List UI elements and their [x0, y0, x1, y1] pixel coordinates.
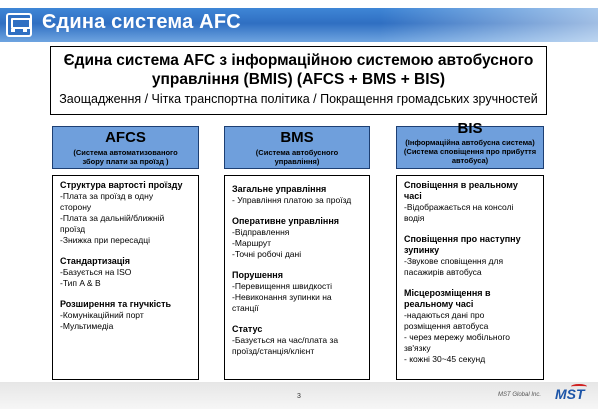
company-logo: MST	[555, 386, 585, 402]
list-item: пасажирів автобуса	[404, 267, 482, 277]
list-item: -Перевищення швидкості	[232, 281, 332, 291]
company-name: MST Global Inc.	[498, 392, 542, 398]
afcs-section	[60, 299, 192, 332]
afcs-title: AFCS	[105, 129, 146, 146]
bms-header	[224, 126, 370, 169]
bms-section	[232, 270, 363, 314]
list-item: -надаються дані про	[404, 310, 485, 320]
list-item: -Плата за дальній/ближній	[60, 213, 165, 223]
bis-section	[404, 180, 537, 224]
bis-body	[396, 175, 544, 380]
page-number: 3	[297, 393, 301, 400]
list-item: -Базується на час/плата за	[232, 335, 339, 345]
section-title: Сповіщення в реальному часі	[404, 180, 518, 201]
list-item: - кожні 30~45 секунд	[404, 354, 486, 364]
bus-icon	[6, 13, 32, 37]
bms-body	[224, 175, 370, 380]
bms-subtitle-line1: (Система автобусного	[255, 148, 339, 157]
list-item: -Плата за проїзд в одну	[60, 191, 154, 201]
bis-header	[396, 120, 544, 169]
bis-subtitle-line2: (Система сповіщення про прибуття автобуса)	[403, 147, 537, 165]
intro-box	[50, 46, 547, 115]
list-item: -Знижка при пересадці	[60, 235, 151, 245]
header-fade	[380, 8, 598, 42]
bms-title: BMS	[280, 129, 314, 146]
list-item: -Мультимедіа	[60, 321, 114, 331]
list-item: зв'язку	[404, 343, 431, 353]
section-title: Розширення та гнучкість	[60, 299, 172, 309]
list-item: проїзд/станція/клієнт	[232, 346, 315, 356]
intro-subtitle: Заощадження / Чітка транспортна політика / Покращення громадських зручностей	[59, 92, 538, 106]
bms-section	[232, 216, 363, 260]
list-item: -Невиконання зупинки на	[232, 292, 332, 302]
bms-section	[232, 184, 363, 206]
list-item: сторону	[60, 202, 92, 212]
bms-section	[232, 324, 363, 357]
list-item: -Відправлення	[232, 227, 290, 237]
bis-section	[404, 288, 537, 365]
list-item: -Відображається на консолі	[404, 202, 514, 212]
section-title: Сповіщення про наступну зупинку	[404, 234, 521, 255]
afcs-section	[60, 256, 192, 289]
afcs-subtitle-line1: (Система автоматизованого	[73, 148, 178, 157]
list-item: -Комунікаційний порт	[60, 310, 144, 320]
afcs-subtitle-line2: збору плати за проїзд )	[82, 157, 169, 166]
intro-title	[51, 51, 546, 89]
intro-title-line2: управління (BMIS) (AFCS + BMS + BIS)	[151, 71, 446, 88]
list-item: станції	[232, 303, 259, 313]
section-title: Оперативне управління	[232, 216, 340, 226]
bis-title: BIS	[457, 120, 483, 137]
section-title: Загальне управління	[232, 184, 327, 194]
list-item: - через мережу мобільного	[404, 332, 510, 342]
afcs-section	[60, 180, 192, 246]
list-item: розміщення автобуса	[404, 321, 489, 331]
section-title: Статус	[232, 324, 263, 334]
list-item: -Точні робочі дані	[232, 249, 302, 259]
page-title: Єдина система AFC	[42, 11, 241, 33]
section-title: Стандартизація	[60, 256, 131, 266]
list-item: -Базується на ISO	[60, 267, 132, 277]
section-title: Місцерозміщення в реальному часі	[404, 288, 491, 309]
list-item: водія	[404, 213, 425, 223]
bis-section	[404, 234, 537, 278]
list-item: - Управління платою за проїзд	[232, 195, 352, 205]
section-title: Порушення	[232, 270, 283, 280]
section-title: Структура вартості проїзду	[60, 180, 183, 190]
bms-subtitle-line2: управління)	[274, 157, 320, 166]
bis-subtitle-line1: (Інформаційна автобусна система)	[405, 138, 535, 147]
intro-title-line1: Єдина система AFC з інформаційною системою автобусного	[63, 52, 534, 69]
list-item: -Звукове сповіщення для	[404, 256, 504, 266]
list-item: проїзд	[60, 224, 86, 234]
list-item: -Тип A & B	[60, 278, 101, 288]
afcs-header	[52, 126, 199, 169]
list-item: -Маршрут	[232, 238, 272, 248]
afcs-body	[52, 175, 199, 380]
